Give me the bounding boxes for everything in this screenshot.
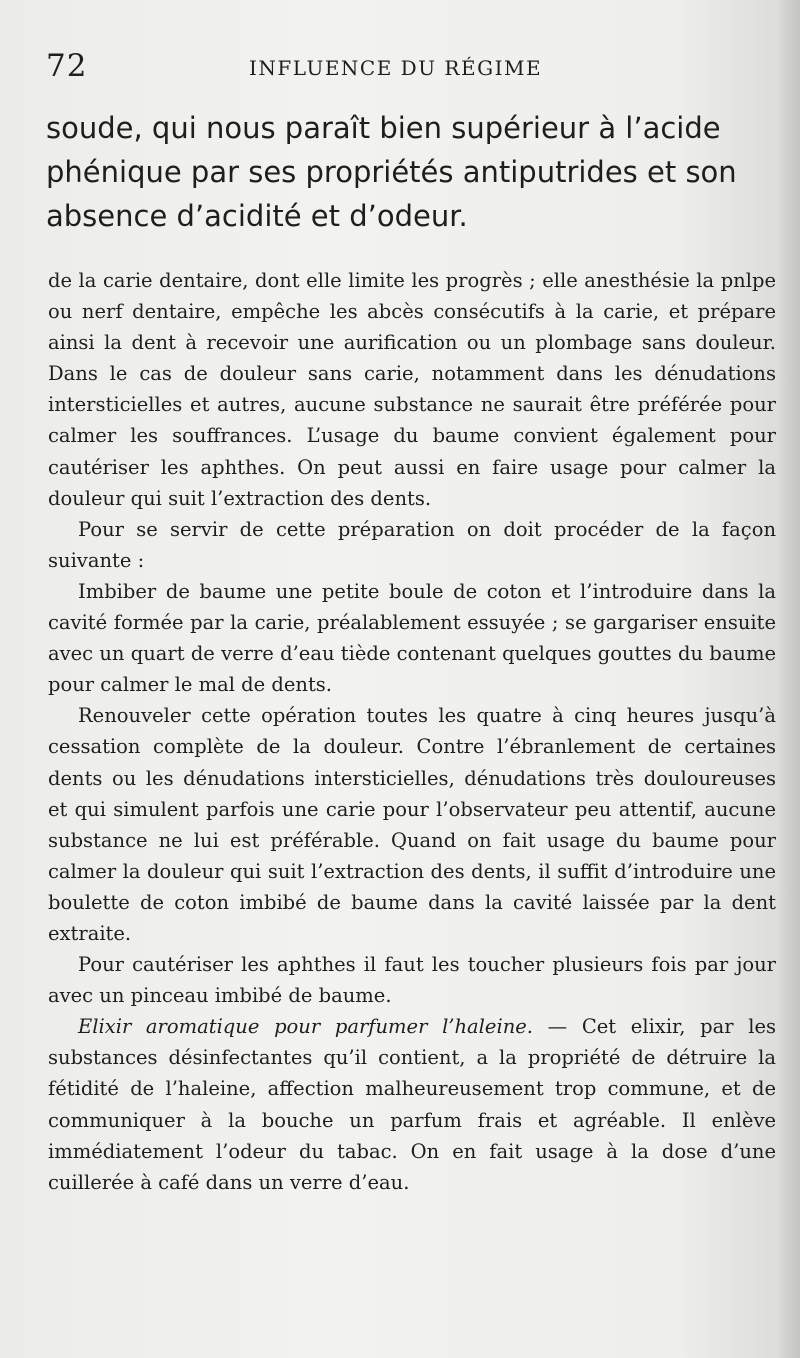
paragraph-2: Pour se servir de cette préparation on doit procéder de la façon suivante : — [48, 517, 776, 572]
body-text — [48, 265, 776, 1198]
paragraph-1: de la carie dentaire, dont elle limite les progrès ; elle anesthésie la pnlpe ou nerf dentaire, empêche les abcès consécutifs à la carie, et prépare ainsi la dent à recevoir une aurification ou un plombage sans douleur. Dans le cas de douleur sans carie, notamment dans les dénudations intersticielles et autres, aucune substance ne saurait être préférée pour calmer les souffrances. L’usage du baume convient également pour cautériser les aphthes. On peut aussi en faire usage pour calmer la douleur qui suit l’extraction des dents. — [48, 269, 776, 510]
page-number: 72 — [46, 48, 88, 84]
paragraph-6 — [48, 1011, 776, 1198]
paragraph-5: Pour cautériser les aphthes il faut les toucher plusieurs fois par jour avec un pinceau imbibé de baume. — [48, 953, 776, 1008]
page-header — [46, 48, 756, 88]
lead-text: soude, qui nous paraît bien supérieur à l’acide phénique par ses propriétés antiputrides et son absence d’acidité et d’odeur. — [46, 111, 737, 233]
elixir-text: Cet elixir, par les substances désinfectantes qu’il contient, a la propriété de détruire la fétidité de l’haleine, affection malheureusement trop commune, et de communiquer à la bouche un parfum frais et agréable. Il enlève immédiatement l’odeur du tabac. On en fait usage à la dose d’une cuillerée à café dans un verre d’eau. — [48, 1015, 776, 1194]
paragraph-3: Imbiber de baume une petite boule de coton et l’introduire dans la cavité formée par la carie, préalablement essuyée ; se gargariser ensuite avec un quart de verre d’eau tiède contenant quelques gouttes du baume pour calmer le mal de dents. — [48, 579, 776, 697]
elixir-heading: Elixir aromatique pour parfumer l’haleine. — — [78, 1015, 568, 1039]
running-title: INFLUENCE DU RÉGIME — [249, 56, 543, 80]
page-edge-shadow — [776, 0, 800, 1358]
paragraph-4: Renouveler cette opération toutes les quatre à cinq heures jusqu’à cessation complète de la douleur. Contre l’ébranlement de certaines dents ou les dénudations intersticielles, dénudations très douloureuses et qui simulent parfois une carie pour l’observateur peu attentif, aucune substance ne lui est préférable. Quand on fait usage du baume pour calmer la douleur qui suit l’extraction des dents, il suffit d’introduire une boulette de coton imbibé de baume dans la cavité laissée par la dent extraite. — [48, 704, 776, 945]
